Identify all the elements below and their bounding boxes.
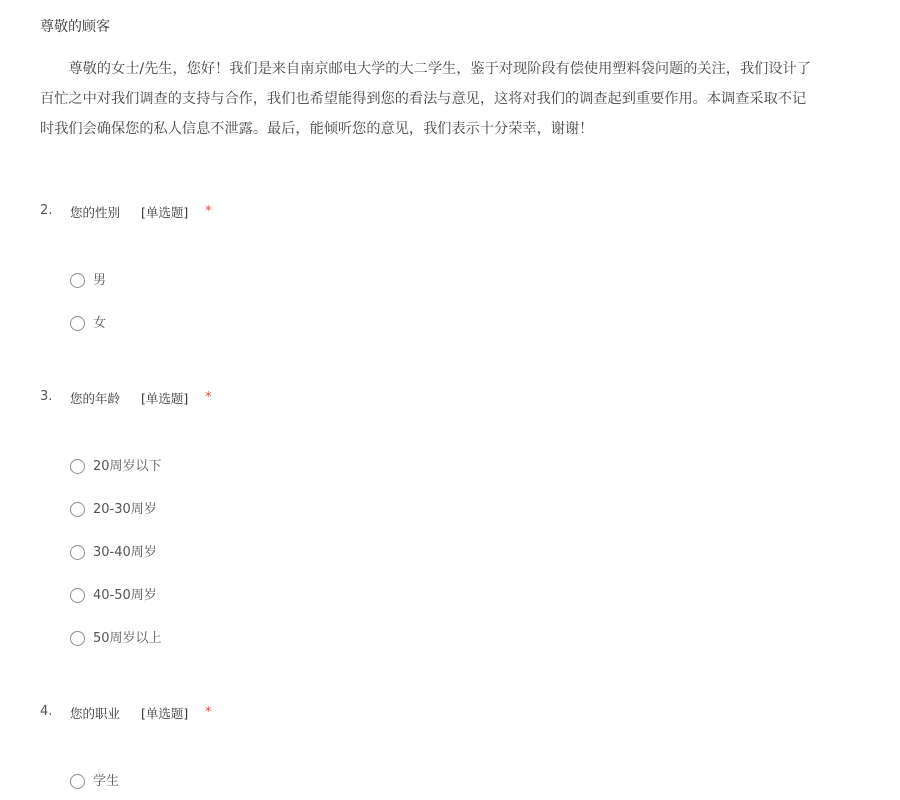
radio-button[interactable] — [70, 459, 85, 474]
intro-text — [40, 54, 900, 144]
question-text: 您的年龄 — [70, 391, 121, 406]
option-label: 女 — [93, 316, 107, 331]
option-label: 30-40周岁 — [93, 545, 157, 560]
question-number: 3. — [40, 389, 53, 404]
intro-title: 尊敬的顾客 — [40, 19, 110, 35]
option-label: 50周岁以上 — [93, 631, 162, 646]
required-marker: * — [205, 204, 212, 219]
option-label: 20-30周岁 — [93, 502, 157, 517]
question-text: 您的职业 — [70, 706, 121, 721]
intro-line: 百忙之中对我们调查的支持与合作，我们也希望能得到您的看法与意见，这将对我们的调查起到重要作用。本调查采取不记 — [40, 91, 807, 107]
radio-button[interactable] — [70, 502, 85, 517]
question-type: [单选题] — [141, 706, 189, 721]
option-label: 40-50周岁 — [93, 588, 157, 603]
option-label: 男 — [93, 273, 107, 288]
question-text: 您的性别 — [70, 205, 121, 220]
required-marker: * — [205, 390, 212, 405]
radio-button[interactable] — [70, 631, 85, 646]
radio-button[interactable] — [70, 774, 85, 789]
intro-line: 尊敬的女士/先生，您好！我们是来自南京邮电大学的大二学生，鉴于对现阶段有偿使用塑料袋问题的关注，我们设计了 — [40, 61, 811, 77]
option-label: 学生 — [93, 774, 120, 789]
required-marker: * — [205, 705, 212, 720]
option-label: 20周岁以下 — [93, 459, 162, 474]
question-number: 4. — [40, 704, 53, 719]
radio-button[interactable] — [70, 545, 85, 560]
radio-button[interactable] — [70, 316, 85, 331]
radio-button[interactable] — [70, 588, 85, 603]
question-type: [单选题] — [141, 205, 189, 220]
intro-line: 时我们会确保您的私人信息不泄露。最后，能倾听您的意见，我们表示十分荣幸，谢谢！ — [40, 121, 594, 137]
question-number: 2. — [40, 203, 53, 218]
radio-button[interactable] — [70, 273, 85, 288]
question-type: [单选题] — [141, 391, 189, 406]
